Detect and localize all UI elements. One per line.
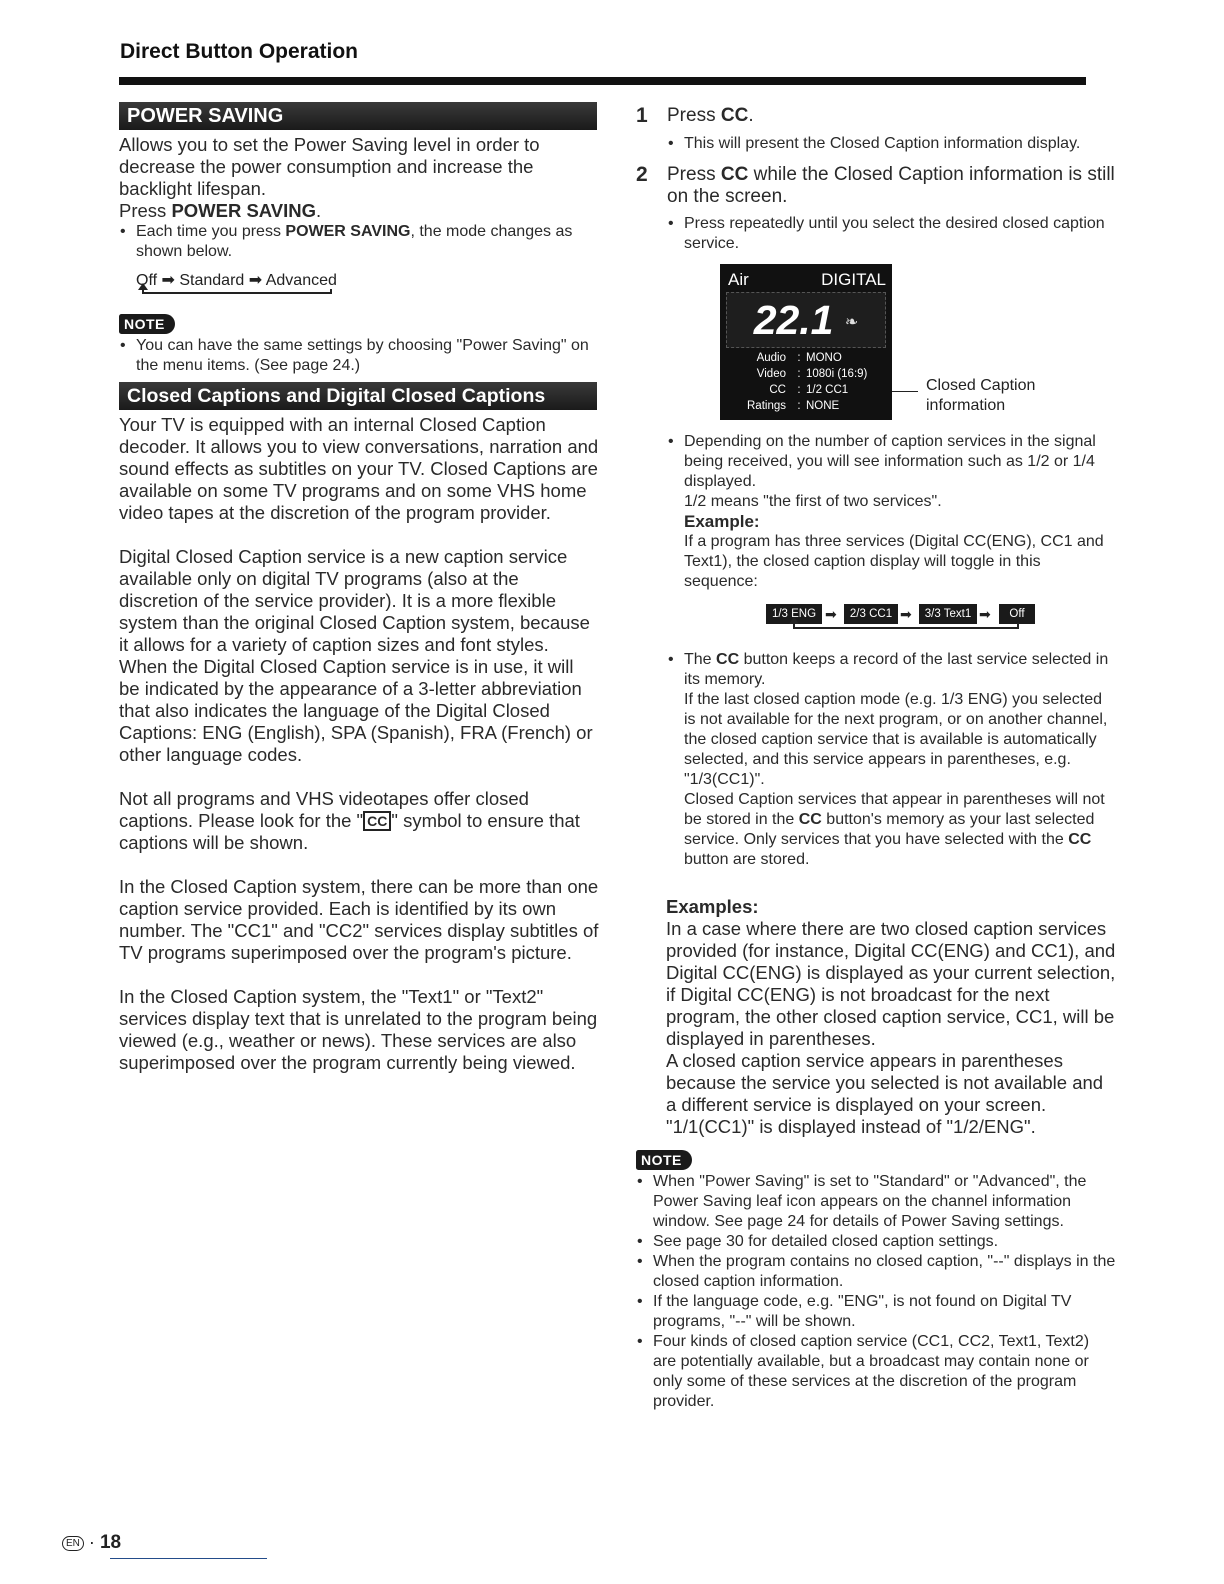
examples-label: Examples:	[666, 896, 759, 917]
step1-bullet: • This will present the Closed Caption information display.	[667, 134, 1116, 154]
bullet-button-name: POWER SAVING	[285, 223, 411, 240]
notes-list	[636, 1172, 1116, 1412]
power-saving-button-name: POWER SAVING	[171, 200, 317, 221]
cc-paragraph-2: Digital Closed Caption service is a new caption service available only on digital TV programs (also at the discretion of the service provider). It is a more flexible system than the original Closed Caption system, because it allows for a variety of caption sizes and font styles. When the Digital Closed Caption service is in use, it will be indicated by the appearance of a 3-letter abbreviation that also indicates the language of the Digital Closed Captions: ENG (English), SPA (Spanish), FRA (French) or other language codes.	[119, 546, 593, 765]
cc-row-key: Video	[756, 368, 786, 380]
cc-row-sep: :	[797, 368, 801, 380]
footer-dash: ·	[88, 1532, 95, 1552]
page-number: 18	[99, 1532, 122, 1553]
cc-row-value: MONO	[806, 352, 842, 364]
memory-p3-before: Closed Caption services that appear in parentheses will not be stored in the	[684, 791, 1105, 828]
note-item: • See page 30 for detailed closed caption settings.	[636, 1232, 1116, 1252]
memory-p3-after: button are stored.	[684, 851, 810, 868]
press-suffix: .	[316, 200, 322, 221]
press-prefix: Press	[119, 200, 172, 221]
cc-row	[720, 382, 892, 398]
example-label: Example:	[684, 512, 760, 531]
cc-symbol-icon: CC	[363, 811, 391, 831]
return-arrow-icon	[142, 289, 332, 294]
language-badge: EN	[62, 1536, 84, 1551]
cc-row-value: NONE	[806, 400, 840, 412]
cc-p3-after: " symbol to ensure that captions will be shown.	[119, 810, 580, 853]
memory-p2: If the last closed caption mode (e.g. 1/3 ENG) you selected is not available for the next program, or on another channel, the closed caption service that is available is automatically selected, and this service appears in parentheses, e.g. "1/3(CC1)".	[684, 691, 1108, 788]
header-rule	[119, 77, 1086, 85]
example-text: If a program has three services (Digital CC(ENG), CC1 and Text1), the closed caption display will toggle in this sequence:	[684, 533, 1104, 590]
services-means: 1/2 means "the first of two services".	[684, 493, 942, 510]
footer-rule	[110, 1558, 267, 1559]
callout-line	[892, 391, 918, 392]
memory-suffix: button keeps a record of the last service selected in its memory.	[684, 651, 1109, 688]
seq-arrow-icon: ➡	[900, 606, 912, 622]
cc-row-key: CC	[769, 384, 786, 396]
leaf-icon: ❧	[844, 314, 859, 332]
flow-standard: Standard	[179, 272, 245, 289]
power-saving-press	[119, 200, 599, 222]
closed-captions-heading: Closed Captions and Digital Closed Captions	[119, 382, 597, 410]
cc-paragraph-5: In the Closed Caption system, the "Text1" or "Text2" services display text that is unrelated to the program being viewed (e.g., weather or news). These services are also superimposed over the program currently being viewed.	[119, 986, 598, 1073]
cc-paragraph-1: Your TV is equipped with an internal Closed Caption decoder. It allows you to view conversations, narration and sound effects as subtitles on your TV. Closed Captions are available on some TV programs and on some VHS home video tapes at the discretion of the program provider.	[119, 414, 599, 523]
step-2	[636, 164, 1116, 208]
power-saving-intro: Allows you to set the Power Saving level in order to decrease the power consumption and increase the backlight lifespan.	[119, 134, 540, 199]
power-saving-note: • You can have the same settings by choosing "Power Saving" on the menu items. (See page 24.)	[119, 336, 599, 376]
cc-paragraph-3	[119, 788, 599, 854]
power-saving-bullet	[119, 222, 599, 262]
cc-info-rows	[720, 350, 892, 414]
cc-channel	[726, 292, 886, 348]
step2-suffix: while the Closed Caption information is still on the screen.	[667, 164, 1115, 207]
cc-row-value: 1080i (16:9)	[806, 368, 868, 380]
step2-prefix: Press	[667, 164, 721, 185]
page-footer	[62, 1532, 121, 1554]
seq-arrow-icon: ➡	[979, 606, 991, 622]
services-depending: • Depending on the number of caption services in the signal being received, you will see information such as 1/2 or 1/4 displayed.	[667, 432, 1116, 492]
power-saving-mode-flow	[136, 270, 599, 304]
memory-bullet	[667, 650, 1116, 690]
return-arrow-icon	[793, 623, 1019, 629]
cc-source: Air	[728, 270, 749, 289]
cc-mode: DIGITAL	[821, 270, 886, 289]
cc-p3-before: Not all programs and VHS videotapes offer closed captions. Please look for the "	[119, 788, 529, 831]
cc-figure-caption: Closed Caption information	[926, 377, 1036, 414]
cc-row-sep: :	[797, 352, 801, 364]
seq-chip: 1/3 ENG	[766, 604, 822, 624]
seq-arrow-icon: ➡	[825, 606, 837, 622]
bullet-suffix: , the mode changes as shown below.	[136, 223, 573, 260]
memory-p3-middle: button's memory as your last selected service. Only services that you have selected with the	[684, 811, 1095, 848]
cc-row-value: 1/2 CC1	[806, 384, 849, 396]
cc-row	[720, 350, 892, 366]
step1-suffix: .	[748, 105, 754, 126]
cc-sequence	[736, 604, 1116, 644]
power-saving-heading: POWER SAVING	[119, 102, 597, 130]
note-badge: NOTE	[636, 1150, 692, 1170]
step1-prefix: Press	[667, 105, 721, 126]
memory-prefix: The	[684, 651, 717, 668]
cc-row	[720, 366, 892, 382]
memory-button: CC	[716, 651, 740, 668]
seq-chip: 2/3 CC1	[844, 604, 898, 624]
cc-row-key: Audio	[756, 352, 786, 364]
step1-button: CC	[720, 105, 749, 126]
cc-row-sep: :	[797, 400, 801, 412]
step-1	[636, 104, 1116, 128]
cc-row	[720, 398, 892, 414]
memory-p3-button: CC	[798, 811, 822, 828]
flow-arrow-icon: ➡	[248, 272, 263, 289]
examples-p2: A closed caption service appears in parentheses because the service you selected is not available and a different service is displayed on your screen. "1/1(CC1)" is displayed instead of "1/2/ENG".	[666, 1050, 1104, 1137]
flow-off: Off	[136, 272, 158, 289]
note-item: • When the program contains no closed caption, "--" displays in the closed caption information.	[636, 1252, 1116, 1292]
note-item: • Four kinds of closed caption service (CC1, CC2, Text1, Text2) are potentially available, but a broadcast may contain none or only some of these services at the discretion of the program provider.	[636, 1332, 1116, 1412]
cc-info-panel	[720, 264, 892, 420]
flow-arrow-icon: ➡	[161, 272, 175, 289]
note-item: • If the language code, e.g. "ENG", is not found on Digital TV programs, "--" will be shown.	[636, 1292, 1116, 1332]
step-number: 2	[636, 163, 648, 186]
memory-p3-button2: CC	[1068, 831, 1092, 848]
flow-advanced: Advanced	[265, 272, 337, 289]
cc-paragraph-4: In the Closed Caption system, there can be more than one caption service provided. Each is identified by its own number. The "CC1" and "CC2" services display subtitles of TV programs superimposed over the program's picture.	[119, 876, 599, 963]
cc-row-sep: :	[797, 384, 801, 396]
bullet-prefix: Each time you press	[136, 223, 286, 240]
examples-p1: In a case where there are two closed caption services provided (for instance, Digital CC(ENG) and CC1), and Digital CC(ENG) is displayed as your current selection, if Digital CC(ENG) is not broadcast for the next program, the other closed caption service, CC1, will be displayed in parentheses.	[666, 918, 1116, 1049]
seq-chip: Off	[999, 604, 1035, 624]
right-column	[636, 104, 1116, 1412]
step-number: 1	[636, 104, 648, 127]
left-column	[119, 102, 599, 1074]
cc-info-display	[720, 264, 1116, 424]
seq-chip: 3/3 Text1	[919, 604, 977, 624]
note-badge: NOTE	[119, 314, 175, 334]
cc-row-key: Ratings	[747, 400, 786, 412]
step2-button: CC	[720, 164, 749, 185]
step2-bullet: • Press repeatedly until you select the desired closed caption service.	[667, 214, 1116, 254]
cc-channel-number: 22.1	[753, 297, 834, 343]
memory-p3	[684, 790, 1116, 870]
page-title: Direct Button Operation	[120, 40, 359, 63]
note-item: • When "Power Saving" is set to "Standard" or "Advanced", the Power Saving leaf icon appears on the channel information window. See page 24 for details of Power Saving settings.	[636, 1172, 1116, 1232]
